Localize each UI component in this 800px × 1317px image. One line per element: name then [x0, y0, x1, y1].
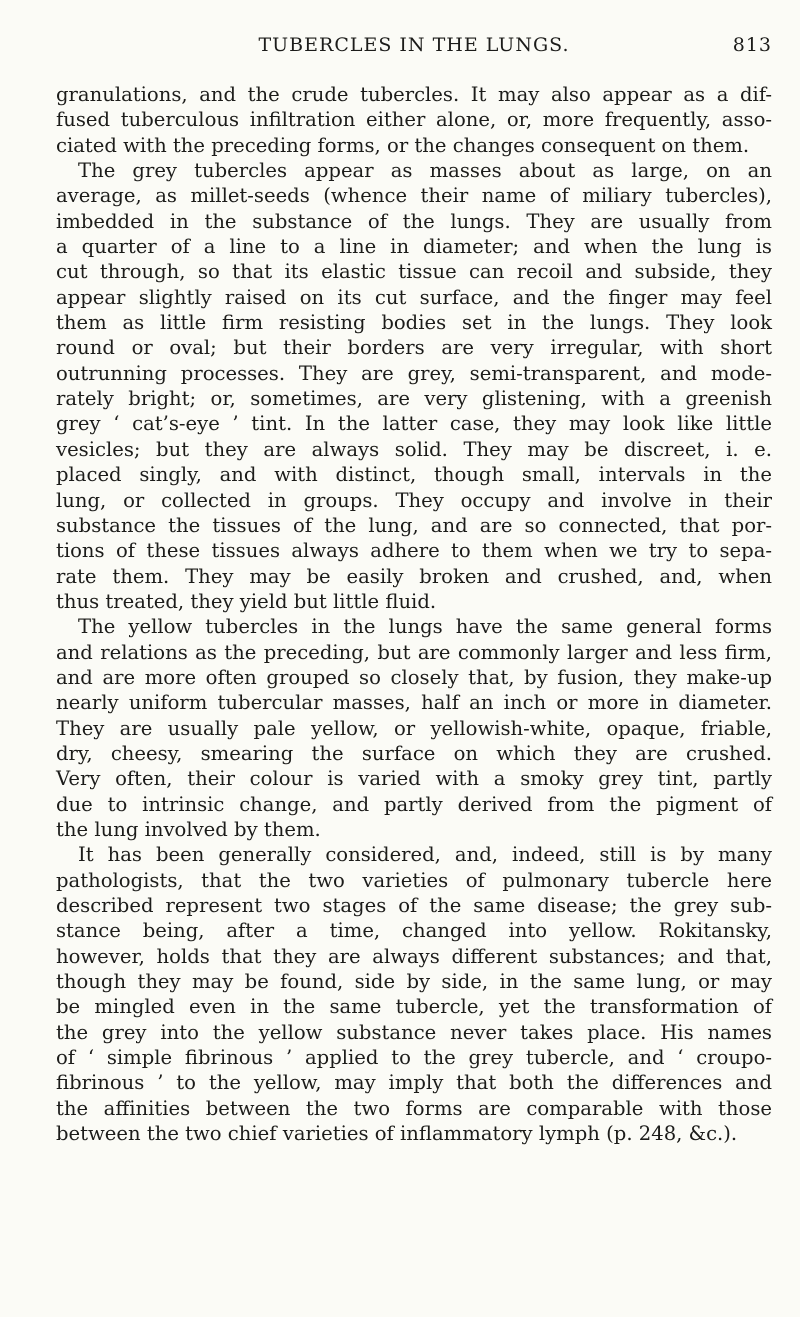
text-line: between the two chief varieties of inflammatory lymph (p. 248, &c.).: [56, 1122, 738, 1146]
text-line: round or oval; but their borders are very irregular, with short: [56, 336, 772, 360]
text-line: rately bright; or, sometimes, are very glistening, with a greenish: [56, 387, 772, 411]
text-line: Very often, their colour is varied with a smoky grey tint, partly: [56, 767, 772, 791]
text-line: fused tuberculous infiltration either alone, or, more frequently, asso-: [56, 108, 772, 132]
text-line: thus treated, they yield but little fluid.: [56, 589, 437, 613]
text-line: described represent two stages of the same disease; the grey sub-: [56, 894, 772, 917]
paragraph: [56, 158, 772, 614]
text-line: lung, or collected in groups. They occupy and involve in their: [56, 488, 772, 512]
paragraph: [56, 614, 772, 842]
paragraph: [56, 842, 772, 1146]
text-line: due to intrinsic change, and partly derived from the pigment of: [56, 792, 772, 816]
text-line: tions of these tissues always adhere to them when we try to sepa-: [56, 539, 772, 563]
text-line: however, holds that they are always different substances; and that,: [56, 944, 772, 968]
running-header: [56, 28, 772, 64]
text-line: stance being, after a time, changed into yellow. Rokitansky,: [56, 919, 772, 943]
text-line: grey ‘ cat’s-eye ’ tint. In the latter case, they may look like little: [56, 412, 772, 436]
text-line: average, as millet-seeds (whence their name of miliary tubercles),: [56, 184, 772, 208]
text-line: rate them. They may be easily broken and crushed, and, when: [56, 564, 772, 588]
text-line: them as little firm resisting bodies set in the lungs. They look: [56, 311, 772, 335]
text-line: The yellow tubercles in the lungs have the same general forms: [78, 615, 772, 639]
text-line: of ‘ simple fibrinous ’ applied to the grey tubercle, and ‘ croupo-: [56, 1046, 772, 1070]
page-number: 813: [732, 34, 772, 56]
text-line: imbedded in the substance of the lungs. They are usually from: [56, 209, 772, 233]
body-text: [56, 82, 772, 1146]
text-line: cut through, so that its elastic tissue can recoil and subside, they: [56, 260, 772, 284]
book-page: [56, 28, 772, 1146]
running-title: TUBERCLES IN THE LUNGS.: [258, 34, 570, 56]
text-line: ciated with the preceding forms, or the changes consequent on them.: [56, 133, 750, 157]
text-line: fibrinous ’ to the yellow, may imply that both the differences and: [56, 1071, 772, 1095]
text-line: the lung involved by them.: [56, 817, 321, 841]
text-line: and relations as the preceding, but are commonly larger and less firm,: [56, 640, 772, 664]
text-line: placed singly, and with distinct, though small, intervals in the: [56, 463, 772, 487]
text-line: a quarter of a line to a line in diameter; and when the lung is: [56, 235, 772, 259]
text-line: dry, cheesy, smearing the surface on which they are crushed.: [56, 741, 772, 765]
text-line: be mingled even in the same tubercle, yet the transformation of: [56, 995, 772, 1019]
paragraph: [56, 82, 772, 158]
text-line: and are more often grouped so closely that, by fusion, they make-up: [56, 665, 772, 689]
text-line: pathologists, that the two varieties of pulmonary tubercle here: [56, 868, 772, 892]
text-line: appear slightly raised on its cut surface, and the finger may feel: [56, 285, 772, 309]
text-line: outrunning processes. They are grey, semi-transparent, and mode-: [56, 361, 772, 385]
text-line: nearly uniform tubercular masses, half an inch or more in diameter.: [56, 691, 772, 715]
text-line: It has been generally considered, and, indeed, still is by many: [78, 843, 772, 867]
text-line: They are usually pale yellow, or yellowish-white, opaque, friable,: [56, 716, 772, 740]
text-line: the grey into the yellow substance never takes place. His names: [56, 1020, 772, 1044]
text-line: substance the tissues of the lung, and are so connected, that por-: [56, 513, 772, 537]
text-line: vesicles; but they are always solid. They may be discreet, i. e.: [56, 437, 772, 461]
text-line: granulations, and the crude tubercles. It may also appear as a dif-: [56, 83, 772, 106]
text-line: The grey tubercles appear as masses about as large, on an: [78, 159, 772, 183]
text-line: the affinities between the two forms are comparable with those: [56, 1096, 772, 1120]
text-line: though they may be found, side by side, in the same lung, or may: [56, 970, 772, 994]
